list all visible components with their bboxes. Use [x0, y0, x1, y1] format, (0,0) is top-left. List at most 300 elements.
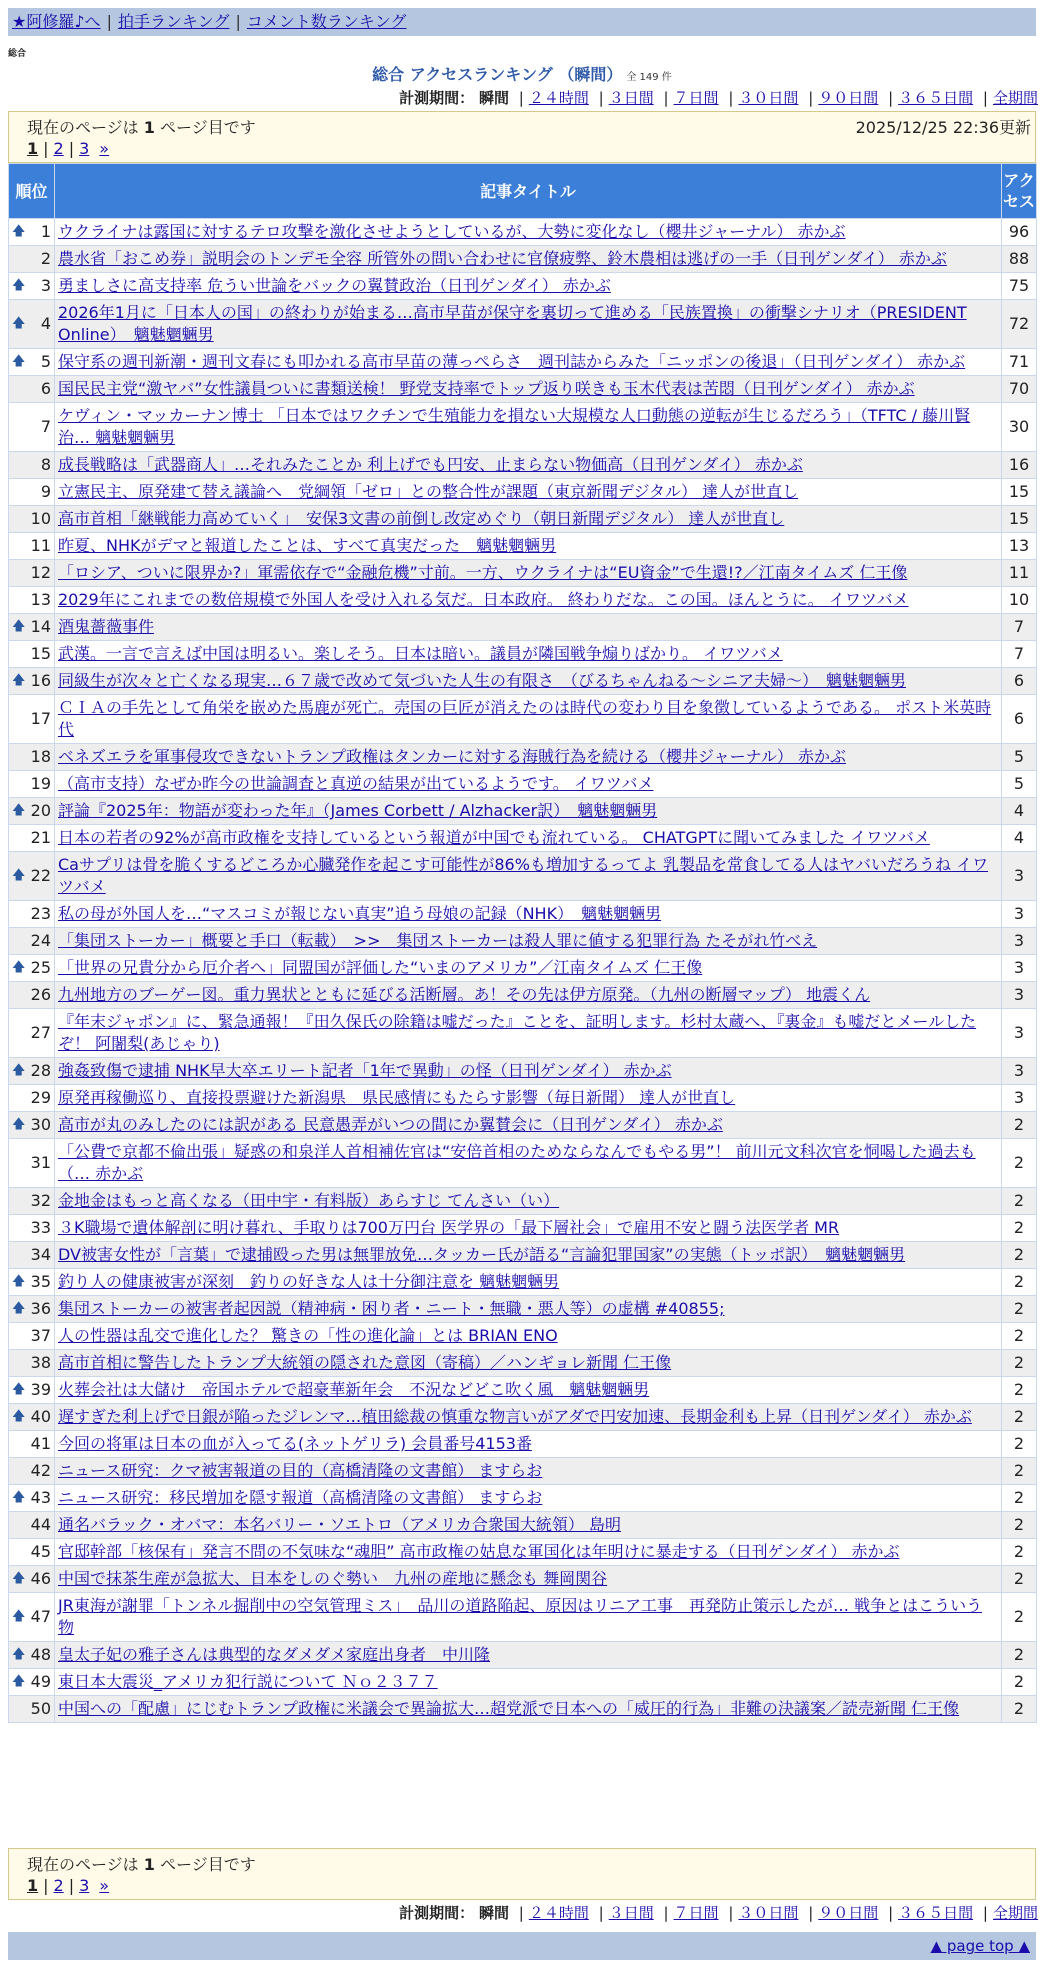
- article-link[interactable]: 成長戦略は「武器商人」…それみたことか 利上げでも円安、止まらない物価高（日刊ゲンダイ） 赤かぶ: [58, 455, 803, 474]
- page-current: 1: [27, 1876, 39, 1895]
- rank-cell: [9, 901, 55, 928]
- title-cell: [55, 852, 1002, 901]
- table-row: [9, 1696, 1037, 1723]
- period-link-365d[interactable]: ３６５日間: [898, 89, 974, 107]
- article-link[interactable]: 酒鬼薔薇事件: [58, 617, 155, 636]
- header-title: 記事タイトル: [55, 164, 1002, 219]
- up-arrow-icon: 🡅: [12, 1490, 26, 1505]
- rank-number: 48: [30, 1645, 51, 1664]
- table-row: [9, 1485, 1037, 1512]
- access-count: 15: [1002, 506, 1037, 533]
- access-count: 7: [1002, 614, 1037, 641]
- title-cell: [55, 273, 1002, 300]
- title-cell: [55, 1458, 1002, 1485]
- access-count: 2: [1002, 1431, 1037, 1458]
- rank-cell: [9, 982, 55, 1009]
- table-row: [9, 1404, 1037, 1431]
- rank-number: 15: [30, 644, 51, 663]
- article-link[interactable]: ケヴィン・マッカーナン博士 「日本ではワクチンで生殖能力を損ない大規模な人口動態の逆転が生じるだろう」（TFTC / 藤川賢治… 魑魅魍魎男: [58, 406, 971, 447]
- title-cell: [55, 771, 1002, 798]
- page-link-2[interactable]: 2: [53, 1876, 64, 1895]
- up-arrow-icon: 🡅: [12, 1674, 26, 1689]
- article-link[interactable]: 遅すぎた利上げで日銀が陥ったジレンマ…植田総裁の慎重な物言いがアダで円安加速、長期金利も上昇（日刊ゲンダイ） 赤かぶ: [58, 1407, 972, 1426]
- access-count: 88: [1002, 246, 1037, 273]
- article-link[interactable]: 昨夏、NHKがデマと報道したことは、すべて真実だった 魑魅魍魎男: [58, 536, 557, 555]
- table-row: [9, 1112, 1037, 1139]
- period-link-all[interactable]: 全期間: [992, 89, 1038, 107]
- rank-cell: [9, 560, 55, 587]
- article-link[interactable]: DV被害女性が「言葉」で逮捕殴った男は無罪放免…タッカー氏が語る“言論犯罪国家”の実態（トッポ訳） 魑魅魍魎男: [58, 1245, 906, 1264]
- access-count: 2: [1002, 1242, 1037, 1269]
- rank-cell: [9, 1139, 55, 1188]
- access-count: 75: [1002, 273, 1037, 300]
- article-link[interactable]: 今回の将軍は日本の血が入ってる(ネットゲリラ) 会員番号4153番: [58, 1434, 532, 1453]
- rank-cell: [9, 1085, 55, 1112]
- rank-number: 4: [40, 314, 51, 333]
- article-link[interactable]: 保守系の週刊新潮・週刊文春にも叩かれる高市早苗の薄っぺらさ 週刊誌からみた「ニッポンの後退」（日刊ゲンダイ） 赤かぶ: [58, 352, 966, 371]
- access-count: 2: [1002, 1512, 1037, 1539]
- article-link[interactable]: 東日本大震災_アメリカ犯行説について Ｎｏ２３７７: [58, 1672, 438, 1691]
- rank-number: 1: [40, 222, 51, 241]
- table-row: [9, 1669, 1037, 1696]
- header-rank: 順位: [9, 164, 55, 219]
- article-link[interactable]: 評論『2025年：物語が変わった年』（James Corbett / Alzhacker訳） 魑魅魍魎男: [58, 801, 658, 820]
- header-access: アクセス: [1002, 164, 1037, 219]
- period-link-all[interactable]: 全期間: [992, 1904, 1038, 1922]
- rank-number: 3: [40, 276, 51, 295]
- table-row: [9, 695, 1037, 744]
- table-row: [9, 1009, 1037, 1058]
- period-selector-bottom: 計測期間： 瞬間 | ２４時間 | ３日間 | ７日間 | ３０日間 | ９０日間 | ３６５日間 | 全期間: [399, 1904, 1038, 1922]
- access-count: 2: [1002, 1139, 1037, 1188]
- access-count: 71: [1002, 349, 1037, 376]
- access-count: 3: [1002, 1058, 1037, 1085]
- rank-number: 9: [40, 482, 51, 501]
- access-count: 2: [1002, 1296, 1037, 1323]
- access-count: 2: [1002, 1377, 1037, 1404]
- rank-cell: [9, 1009, 55, 1058]
- article-link[interactable]: 立憲民主、原発建て替え議論へ 党綱領「ゼロ」との整合性が課題（東京新聞デジタル） 達人が世直し: [58, 482, 799, 501]
- rank-cell: [9, 1566, 55, 1593]
- period-link-24h[interactable]: ２４時間: [528, 1904, 589, 1922]
- table-row: [9, 1139, 1037, 1188]
- rank-number: 50: [30, 1699, 51, 1718]
- rank-number: 37: [30, 1326, 51, 1345]
- page-top-link[interactable]: ▲ page top ▲: [930, 1937, 1030, 1955]
- rank-cell: [9, 955, 55, 982]
- rank-number: 2: [40, 249, 51, 268]
- access-count: 3: [1002, 852, 1037, 901]
- page-title: 総合 アクセスランキング （瞬間）: [372, 65, 623, 84]
- title-cell: [55, 641, 1002, 668]
- period-link-24h[interactable]: ２４時間: [528, 89, 589, 107]
- table-row: [9, 1215, 1037, 1242]
- pager-bottom: [8, 1848, 1036, 1900]
- rank-number: 17: [30, 709, 51, 728]
- rank-cell: [9, 825, 55, 852]
- nav-separator: |: [235, 12, 241, 31]
- top-nav: [8, 8, 1036, 36]
- rank-cell: [9, 1058, 55, 1085]
- nav-separator: |: [106, 12, 112, 31]
- title-cell: [55, 798, 1002, 825]
- rank-cell: [9, 928, 55, 955]
- article-link[interactable]: 「集団ストーカー」概要と手口（転載） >> 集団ストーカーは殺人罪に値する犯罪行為 たそがれ竹べえ: [58, 931, 818, 950]
- table-row: [9, 1593, 1037, 1642]
- period-label: 計測期間：: [399, 89, 475, 107]
- article-link[interactable]: 勇ましさに高支持率 危うい世論をバックの翼賛政治（日刊ゲンダイ） 赤かぶ: [58, 276, 611, 295]
- rank-number: 39: [30, 1380, 51, 1399]
- title-cell: [55, 1566, 1002, 1593]
- access-count: 3: [1002, 901, 1037, 928]
- article-link[interactable]: ニュース研究：クマ被害報道の目的（高橋清隆の文書館） ますらお: [58, 1461, 543, 1480]
- rank-cell: [9, 852, 55, 901]
- table-row: [9, 1269, 1037, 1296]
- rank-number: 49: [30, 1672, 51, 1691]
- page-current: 1: [27, 139, 39, 158]
- up-arrow-icon: 🡅: [12, 619, 26, 634]
- title-cell: [55, 1112, 1002, 1139]
- article-link[interactable]: 私の母が外国人を…“マスコミが報じない真実”追う母娘の記録（NHK） 魑魅魍魎男: [58, 904, 662, 923]
- page-link-2[interactable]: 2: [53, 139, 64, 158]
- access-count: 11: [1002, 560, 1037, 587]
- up-arrow-icon: 🡅: [12, 278, 26, 293]
- access-count: 72: [1002, 300, 1037, 349]
- article-link[interactable]: ウクライナは露国に対するテロ攻撃を激化させようとしているが、大勢に変化なし（櫻井ジャーナル） 赤かぶ: [58, 222, 846, 241]
- nav-comment-ranking-link[interactable]: コメント数ランキング: [246, 12, 407, 31]
- article-link[interactable]: 「ロシア、ついに限界か?」軍需依存で“金融危機”寸前。一方、ウクライナは“EU資金”で生還!?／江南タイムズ 仁王像: [58, 563, 908, 582]
- article-link[interactable]: 強姦致傷で逮捕 NHK早大卒エリート記者「1年で異動」の怪（日刊ゲンダイ） 赤かぶ: [58, 1061, 672, 1080]
- rank-number: 8: [40, 455, 51, 474]
- rank-number: 34: [30, 1245, 51, 1264]
- period-link-90d[interactable]: ９０日間: [818, 1904, 879, 1922]
- period-link-7d[interactable]: ７日間: [673, 1904, 719, 1922]
- rank-cell: [9, 479, 55, 506]
- title-cell: [55, 1642, 1002, 1669]
- rank-number: 46: [30, 1569, 51, 1588]
- pager-top: [8, 111, 1036, 163]
- rank-cell: [9, 1404, 55, 1431]
- access-count: 3: [1002, 928, 1037, 955]
- period-current: 瞬間: [478, 89, 509, 107]
- title-cell: [55, 1009, 1002, 1058]
- access-count: 2: [1002, 1323, 1037, 1350]
- article-link[interactable]: 武漢。一言で言えば中国は明るい。楽しそう。日本は暗い。議員が隣国戦争煽りばかり。 イワツバメ: [58, 644, 783, 663]
- up-arrow-icon: 🡅: [12, 868, 26, 883]
- table-row: [9, 1566, 1037, 1593]
- table-row: [9, 614, 1037, 641]
- rank-number: 7: [40, 417, 51, 436]
- article-link[interactable]: 「公費で京都不倫出張」疑惑の和泉洋人首相補佐官は“安倍首相のためならなんでもやる男”！ 前川元文科次官を恫喝した過去も（… 赤かぶ: [58, 1142, 976, 1183]
- title-cell: [55, 403, 1002, 452]
- access-count: 3: [1002, 982, 1037, 1009]
- title-cell: [55, 982, 1002, 1009]
- rank-cell: [9, 452, 55, 479]
- rank-cell: [9, 273, 55, 300]
- article-link[interactable]: 2029年にこれまでの数倍規模で外国人を受け入れる気だ。日本政府。 終わりだな。この国。ほんとうに。 イワツバメ: [58, 590, 909, 609]
- title-cell: [55, 587, 1002, 614]
- rank-cell: [9, 1485, 55, 1512]
- table-row: [9, 506, 1037, 533]
- rank-cell: [9, 641, 55, 668]
- up-arrow-icon: 🡅: [12, 1647, 26, 1662]
- rank-number: 24: [30, 931, 51, 950]
- table-row: [9, 403, 1037, 452]
- title-cell: [55, 452, 1002, 479]
- article-link[interactable]: ベネズエラを軍事侵攻できないトランプ政権はタンカーに対する海賊行為を続ける（櫻井ジャーナル） 赤かぶ: [58, 747, 846, 766]
- access-count: 15: [1002, 479, 1037, 506]
- article-link[interactable]: 通名バラック・オバマ：本名バリー・ソエトロ（アメリカ合衆国大統領） 島明: [58, 1515, 622, 1534]
- article-link[interactable]: 農水省「おこめ券」説明会のトンデモ全容 所管外の問い合わせに官僚疲弊、鈴木農相は逃げの一手（日刊ゲンダイ） 赤かぶ: [58, 249, 947, 268]
- rank-number: 42: [30, 1461, 51, 1480]
- table-row: [9, 1458, 1037, 1485]
- page-links: 1 | 2 | 3 »: [27, 139, 110, 158]
- rank-number: 14: [30, 617, 51, 636]
- title-cell: [55, 744, 1002, 771]
- rank-number: 36: [30, 1299, 51, 1318]
- rank-cell: [9, 1539, 55, 1566]
- access-count: 10: [1002, 587, 1037, 614]
- up-arrow-icon: 🡅: [12, 1274, 26, 1289]
- nav-home-link[interactable]: ★阿修羅♪へ: [12, 12, 101, 31]
- table-row: [9, 798, 1037, 825]
- rank-number: 19: [30, 774, 51, 793]
- period-link-365d[interactable]: ３６５日間: [898, 1904, 974, 1922]
- table-row: [9, 668, 1037, 695]
- title-cell: [55, 479, 1002, 506]
- page-next-link[interactable]: »: [99, 139, 110, 158]
- rank-number: 27: [30, 1023, 51, 1042]
- title-cell: [55, 1377, 1002, 1404]
- table-row: [9, 300, 1037, 349]
- article-link[interactable]: 官邸幹部「核保有」発言不問の不気味な“魂胆” 高市政権の姑息な軍国化は年明けに暴走する（日刊ゲンダイ） 赤かぶ: [58, 1542, 900, 1561]
- title-cell: [55, 1593, 1002, 1642]
- rank-number: 13: [30, 590, 51, 609]
- access-count: 4: [1002, 798, 1037, 825]
- article-link[interactable]: 『年末ジャポン』に、緊急通報！『田久保氏の除籍は嘘だった』ことを、証明します。杉村太蔵へ、『裏金』も嘘だとメールしたぞ！ 阿闍梨(あじゃり): [58, 1012, 977, 1053]
- page-link-3[interactable]: 3: [79, 1876, 90, 1895]
- rank-cell: [9, 219, 55, 246]
- title-cell: [55, 1215, 1002, 1242]
- period-link-30d[interactable]: ３０日間: [738, 1904, 799, 1922]
- title-cell: [55, 1269, 1002, 1296]
- access-count: 5: [1002, 771, 1037, 798]
- rank-cell: [9, 1215, 55, 1242]
- article-link[interactable]: 集団ストーカーの被害者起因説（精神病・困り者・ニート・無職・悪人等）の虚構 #40855;: [58, 1299, 725, 1318]
- rank-number: 12: [30, 563, 51, 582]
- access-count: 6: [1002, 668, 1037, 695]
- title-cell: [55, 1431, 1002, 1458]
- article-link[interactable]: 同級生が次々と亡くなる現実…６７歳で改めて気づいた人生の有限さ （びるちゃんねる～シニア夫婦～） 魑魅魍魎男: [58, 671, 907, 690]
- access-count: 2: [1002, 1642, 1037, 1669]
- access-count: 96: [1002, 219, 1037, 246]
- access-count: 3: [1002, 1085, 1037, 1112]
- title-cell: [55, 1350, 1002, 1377]
- rank-number: 11: [30, 536, 51, 555]
- article-link[interactable]: ＣＩＡの手先として角栄を嵌めた馬鹿が死亡。売国の巨匠が消えたのは時代の変わり目を象徴しているようである。 ポスト米英時代: [58, 698, 992, 739]
- article-link[interactable]: 皇太子妃の雅子さんは典型的なダメダメ家庭出身者 中川隆: [58, 1645, 491, 1664]
- table-row: [9, 533, 1037, 560]
- article-link[interactable]: 2026年1月に「日本人の国」の終わりが始まる…高市早苗が保守を裏切って進める「民族置換」の衝撃シナリオ（PRESIDENT Online） 魑魅魍魎男: [58, 303, 967, 344]
- table-row: [9, 825, 1037, 852]
- rank-cell: [9, 1296, 55, 1323]
- article-link[interactable]: JR東海が謝罪「トンネル掘削中の空気管理ミス」 品川の道路陥起、原因はリニア工事 再発防止策示したが… 戦争とはこういう物: [58, 1596, 983, 1637]
- up-arrow-icon: 🡅: [12, 960, 26, 975]
- table-row: [9, 1188, 1037, 1215]
- nav-applause-ranking-link[interactable]: 拍手ランキング: [117, 12, 230, 31]
- rank-cell: [9, 1323, 55, 1350]
- table-row: [9, 1242, 1037, 1269]
- period-link-7d[interactable]: ７日間: [673, 89, 719, 107]
- period-current: 瞬間: [478, 1904, 509, 1922]
- up-arrow-icon: 🡅: [12, 1301, 26, 1316]
- table-header-row: [9, 164, 1037, 219]
- up-arrow-icon: 🡅: [12, 1571, 26, 1586]
- up-arrow-icon: 🡅: [12, 316, 26, 331]
- rank-cell: [9, 1269, 55, 1296]
- access-count: 2: [1002, 1485, 1037, 1512]
- rank-cell: [9, 403, 55, 452]
- access-count: 2: [1002, 1593, 1037, 1642]
- article-link[interactable]: 九州地方のブーゲー図。重力異状とともに延びる活断層。あ！その先は伊方原発。（九州の断層マップ） 地震くん: [58, 985, 871, 1004]
- article-link[interactable]: 中国への「配慮」にじむトランプ政権に米議会で異論拡大…超党派で日本への「威圧的行為」非難の決議案／読売新聞 仁王像: [58, 1699, 960, 1718]
- title-cell: [55, 1188, 1002, 1215]
- rank-number: 47: [30, 1607, 51, 1626]
- title-cell: [55, 1139, 1002, 1188]
- table-row: [9, 560, 1037, 587]
- current-page-text: 現在のページは 1 ページ目です: [27, 118, 256, 137]
- article-link[interactable]: （高市支持）なぜか昨今の世論調査と真逆の結果が出ているようです。 イワツバメ: [58, 774, 654, 793]
- rank-cell: [9, 1458, 55, 1485]
- rank-cell: [9, 668, 55, 695]
- rank-cell: [9, 1112, 55, 1139]
- rank-cell: [9, 1431, 55, 1458]
- up-arrow-icon: 🡅: [12, 1609, 26, 1624]
- rank-number: 45: [30, 1542, 51, 1561]
- title-cell: [55, 1058, 1002, 1085]
- table-row: [9, 587, 1037, 614]
- rank-cell: [9, 771, 55, 798]
- ranking-body: [9, 219, 1037, 1723]
- rank-number: 38: [30, 1353, 51, 1372]
- article-link[interactable]: 原発再稼働巡り、直接投票避けた新潟県 県民感情にもたらす影響（毎日新聞） 達人が世直し: [58, 1088, 736, 1107]
- access-count: 16: [1002, 452, 1037, 479]
- rank-cell: [9, 1696, 55, 1723]
- title-cell: [55, 1296, 1002, 1323]
- table-row: [9, 219, 1037, 246]
- rank-cell: [9, 506, 55, 533]
- table-row: [9, 1642, 1037, 1669]
- rank-cell: [9, 1669, 55, 1696]
- access-count: 4: [1002, 825, 1037, 852]
- article-link[interactable]: 中国で抹茶生産が急拡大、日本をしのぐ勢い 九州の産地に懸念も 舞岡関谷: [58, 1569, 608, 1588]
- rank-number: 41: [30, 1434, 51, 1453]
- access-count: 70: [1002, 376, 1037, 403]
- title-cell: [55, 1485, 1002, 1512]
- article-link[interactable]: 国民民主党“激ヤバ”女性議員ついに書類送検！ 野党支持率でトップ返り咲きも玉木代表は苦悶（日刊ゲンダイ） 赤かぶ: [58, 379, 915, 398]
- table-row: [9, 1512, 1037, 1539]
- article-link[interactable]: 高市が丸のみしたのには訳がある 民意愚弄がいつの間にか翼賛会に（日刊ゲンダイ） 赤かぶ: [58, 1115, 723, 1134]
- access-count: 2: [1002, 1696, 1037, 1723]
- article-link[interactable]: 「世界の兄貴分から厄介者へ」同盟国が評価した“いまのアメリカ”／江南タイムズ 仁王像: [58, 958, 703, 977]
- article-link[interactable]: 金地金はもっと高くなる（田中宇・有料版）あらすじ てんさい（い）: [58, 1191, 560, 1210]
- table-row: [9, 1350, 1037, 1377]
- title-cell: [55, 376, 1002, 403]
- title-cell: [55, 219, 1002, 246]
- rank-cell: [9, 1512, 55, 1539]
- access-count: 3: [1002, 1009, 1037, 1058]
- rank-number: 35: [30, 1272, 51, 1291]
- rank-number: 26: [30, 985, 51, 1004]
- table-row: [9, 479, 1037, 506]
- rank-number: 30: [30, 1115, 51, 1134]
- title-cell: [55, 1539, 1002, 1566]
- access-count: 6: [1002, 695, 1037, 744]
- table-row: [9, 955, 1037, 982]
- title-cell: [55, 1085, 1002, 1112]
- rank-cell: [9, 798, 55, 825]
- access-count: 7: [1002, 641, 1037, 668]
- period-link-90d[interactable]: ９０日間: [818, 89, 879, 107]
- rank-number: 28: [30, 1061, 51, 1080]
- article-link[interactable]: 高市首相「継戦能力高めていく」 安保3文書の前倒し改定めぐり（朝日新聞デジタル） 達人が世直し: [58, 509, 785, 528]
- item-count: 全 149 件: [626, 72, 672, 83]
- category-label: 総合: [8, 49, 27, 59]
- up-arrow-icon: 🡅: [12, 1382, 26, 1397]
- rank-number: 29: [30, 1088, 51, 1107]
- page-next-link[interactable]: »: [99, 1876, 110, 1895]
- up-arrow-icon: 🡅: [12, 1409, 26, 1424]
- title-cell: [55, 1669, 1002, 1696]
- access-count: 13: [1002, 533, 1037, 560]
- rank-cell: [9, 1377, 55, 1404]
- access-count: 2: [1002, 1112, 1037, 1139]
- period-link-3d[interactable]: ３日間: [608, 89, 654, 107]
- rank-number: 31: [30, 1153, 51, 1172]
- page-link-3[interactable]: 3: [79, 139, 90, 158]
- title-cell: [55, 533, 1002, 560]
- title-cell: [55, 349, 1002, 376]
- title-cell: [55, 825, 1002, 852]
- article-link[interactable]: 火葬会社は大儲け 帝国ホテルで超豪華新年会 不況などどこ吹く風 魑魅魍魎男: [58, 1380, 650, 1399]
- title-cell: [55, 246, 1002, 273]
- article-link[interactable]: 高市首相に警告したトランプ大統領の隠された意図（寄稿）／ハンギョレ新聞 仁王像: [58, 1353, 672, 1372]
- article-link[interactable]: 釣り人の健康被害が深刻 釣りの好きな人は十分御注意を 魑魅魍魎男: [58, 1272, 560, 1291]
- period-link-30d[interactable]: ３０日間: [738, 89, 799, 107]
- rank-cell: [9, 695, 55, 744]
- article-link[interactable]: ３K職場で遺体解剖に明け暮れ、手取りは700万円台 医学界の「最下層社会」で雇用不安と闘う法医学者 MR: [58, 1218, 840, 1237]
- footer-bar: [8, 1932, 1036, 1960]
- article-link[interactable]: ニュース研究：移民増加を隠す報道（高橋清隆の文書館） ますらお: [58, 1488, 543, 1507]
- table-row: [9, 273, 1037, 300]
- title-cell: [55, 1323, 1002, 1350]
- rank-number: 16: [30, 671, 51, 690]
- article-link[interactable]: Caサプリは骨を脆くするどころか心臓発作を起こす可能性が86%も増加するってよ 乳製品を常食してる人はヤバいだろうね イワツバメ: [58, 855, 989, 896]
- table-row: [9, 1058, 1037, 1085]
- article-link[interactable]: 日本の若者の92%が高市政権を支持しているという報道が中国でも流れている。 CHATGPTに聞いてみました イワツバメ: [58, 828, 930, 847]
- title-cell: [55, 506, 1002, 533]
- rank-cell: [9, 1642, 55, 1669]
- title-cell: [55, 928, 1002, 955]
- period-link-3d[interactable]: ３日間: [608, 1904, 654, 1922]
- rank-number: 10: [30, 509, 51, 528]
- access-count: 2: [1002, 1458, 1037, 1485]
- access-count: 2: [1002, 1215, 1037, 1242]
- rank-number: 22: [30, 866, 51, 885]
- article-link[interactable]: 人の性器は乱交で進化した？ 驚きの「性の進化論」とは BRIAN ENO: [58, 1326, 558, 1345]
- title-cell: [55, 668, 1002, 695]
- title-cell: [55, 1242, 1002, 1269]
